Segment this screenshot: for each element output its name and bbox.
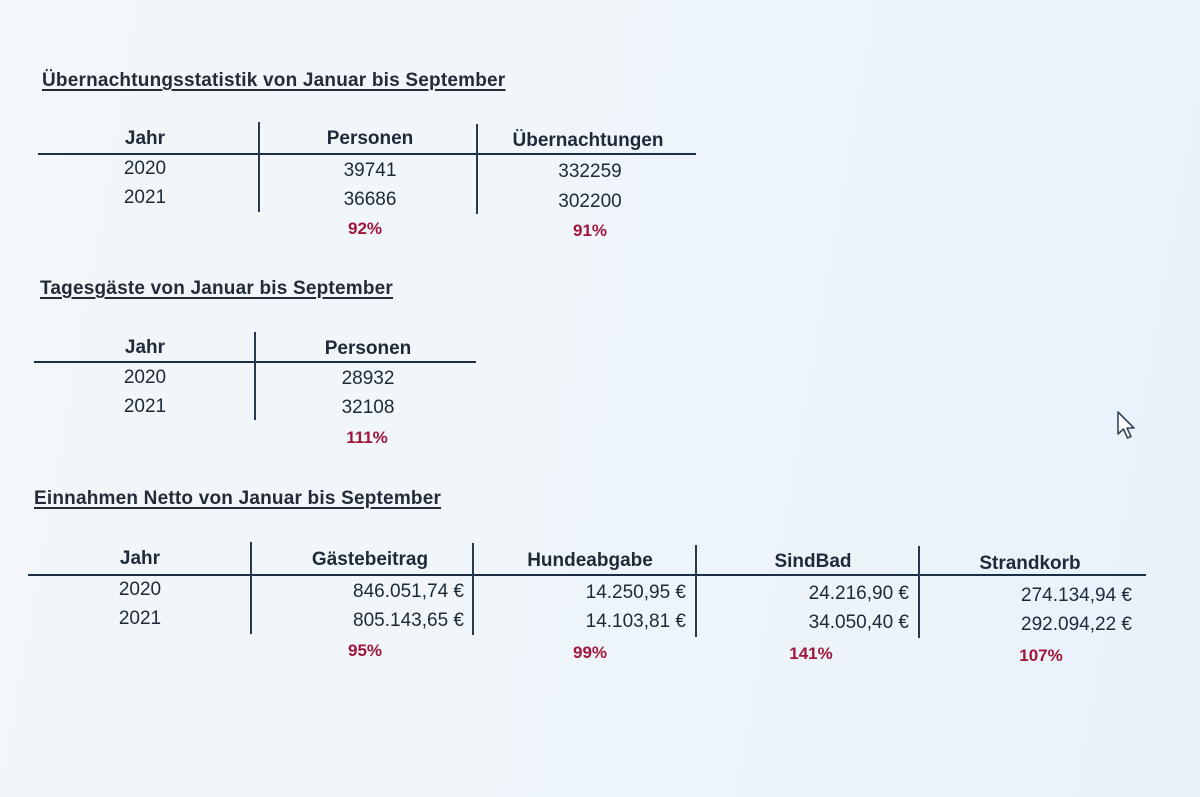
revenue-title: Einnahmen Netto von Januar bis September [34,488,442,509]
percentage-value: 107% [1019,646,1063,665]
table-cell: 2021 [123,187,167,208]
table-cell: 32108 [341,397,395,418]
percentage-value: 91% [572,221,608,240]
column-divider [695,545,697,637]
column-divider [918,546,920,638]
percentage-value: 99% [572,643,608,662]
percentage-value: 95% [347,641,383,660]
column-header-year: Jahr [124,337,166,358]
table-cell: 274.134,94 € [1021,585,1132,606]
table-cell: 14.250,95 € [585,582,686,603]
column-divider [254,332,256,420]
day-trippers-title: Tagesgäste von Januar bis September [40,278,393,299]
table-cell: 2020 [123,158,167,179]
percentage-value: 141% [789,644,833,663]
column-header-dog-tax: Hundeabgabe [527,550,653,571]
table-cell: 34.050,40 € [808,612,909,633]
table-cell: 24.216,90 € [808,583,909,604]
table-cell: 36686 [343,189,397,210]
table-cell: 14.103,81 € [585,611,686,632]
column-header-persons: Personen [326,128,414,149]
percentage-value: 92% [347,219,383,238]
overnight-stats-title: Übernachtungsstatistik von Januar bis September [42,70,506,91]
column-header-sindbad: SindBad [774,551,852,572]
table-cell: 292.094,22 € [1021,614,1132,635]
column-header-year: Jahr [119,548,161,569]
column-header-guest-fee: Gästebeitrag [311,549,429,570]
column-divider [250,542,252,634]
column-header-year: Jahr [124,128,166,149]
table-cell: 805.143,65 € [353,610,464,631]
table-cell: 846.051,74 € [353,581,464,602]
table-cell: 2021 [118,608,162,629]
column-header-persons: Personen [324,338,412,359]
table-cell: 2020 [123,367,167,388]
column-header-overnight-stays: Übernachtungen [512,130,664,151]
column-divider [472,543,474,635]
mouse-pointer-icon [1116,410,1138,444]
column-header-beach-chair: Strandkorb [979,553,1081,574]
table-cell: 28932 [341,368,395,389]
header-rule [38,153,696,155]
table-cell: 39741 [343,160,397,181]
percentage-value: 111% [346,428,388,447]
header-rule [28,574,1146,576]
table-cell: 332259 [558,161,622,182]
table-cell: 2020 [118,579,162,600]
table-cell: 302200 [558,191,622,212]
column-divider [258,122,260,212]
column-divider [476,124,478,214]
table-cell: 2021 [123,396,167,417]
